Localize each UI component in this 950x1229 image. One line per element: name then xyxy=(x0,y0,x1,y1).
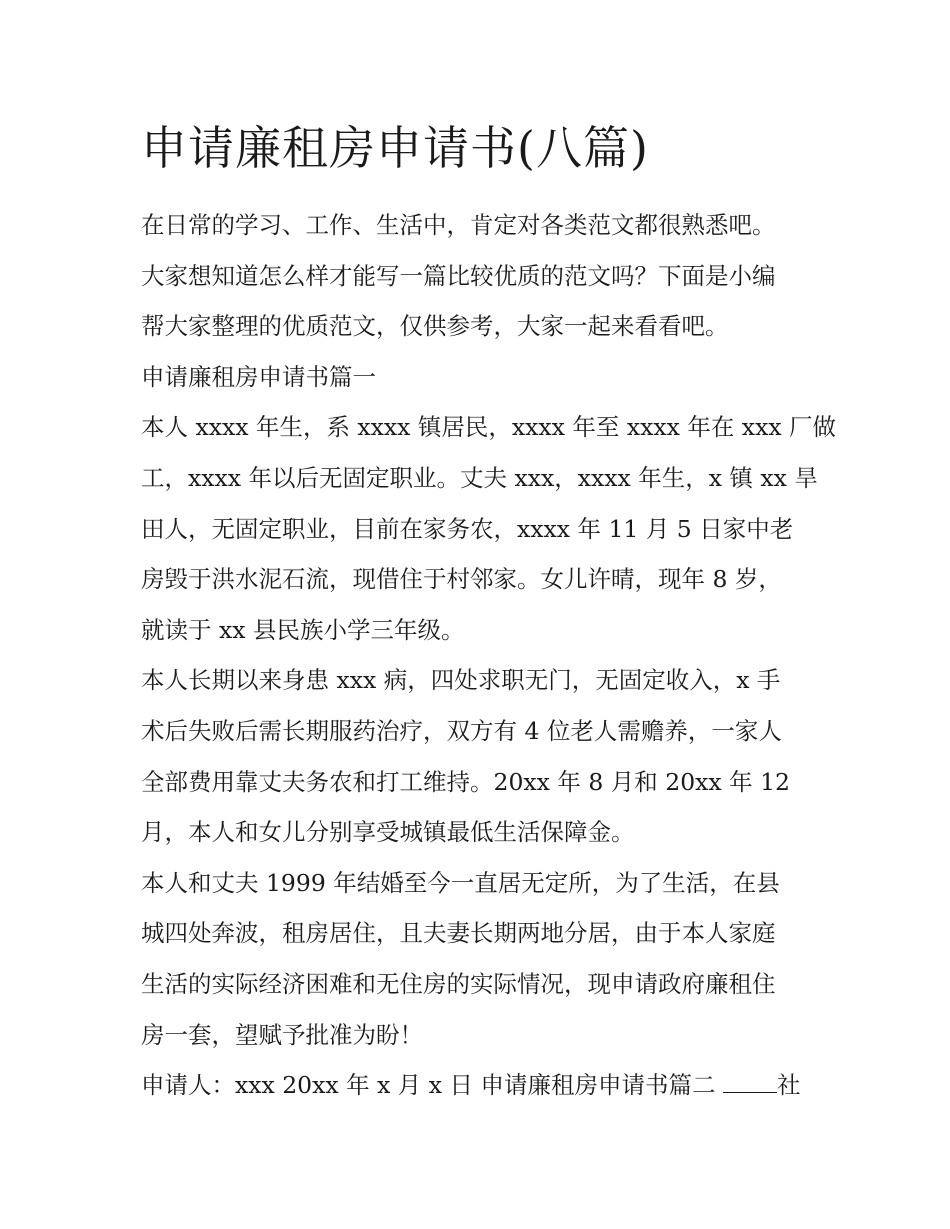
applicant-line xyxy=(141,1060,821,1111)
paragraph-2 xyxy=(141,655,821,857)
document-page xyxy=(141,118,837,1111)
para2-line-2: 术后失败后需长期服药治疗，双方有 4 位老人需赡养，一家人 xyxy=(141,716,782,745)
para1-line-1: 本人 xxxx 年生，系 xxxx 镇居民，xxxx 年至 xxxx 年在 xxx 厂做 xyxy=(141,413,837,442)
para3-line-1: 本人和丈夫 1999 年结婚至今一直居无定所，为了生活，在县 xyxy=(141,868,780,897)
para1-line-4: 房毁于洪水泥石流，现借住于村邻家。女儿许晴，现年 8 岁， xyxy=(141,565,782,594)
document-title: 申请廉租房申请书(八篇) xyxy=(141,121,649,175)
section1-heading: 申请廉租房申请书篇一 xyxy=(141,362,376,391)
intro-line-2: 大家想知道怎么样才能写一篇比较优质的范文吗？下面是小编 xyxy=(141,261,776,290)
para1-line-3: 田人，无固定职业，目前在家务农，xxxx 年 11 月 5 日家中老 xyxy=(141,514,794,543)
intro-line-1: 在日常的学习、工作、生活中，肯定对各类范文都很熟悉吧。 xyxy=(141,211,776,239)
para2-line-3: 全部费用靠丈夫务农和打工维持。20xx 年 8 月和 20xx 年 12 xyxy=(141,767,790,796)
paragraph-3 xyxy=(141,858,821,1060)
para3-line-3: 生活的实际经济困难和无住房的实际情况，现申请政府廉租住 xyxy=(141,969,776,998)
para2-line-1: 本人长期以来身患 xxx 病，四处求职无门，无固定收入，x 手 xyxy=(141,666,781,695)
para1-line-2: 工，xxxx 年以后无固定职业。丈夫 xxx，xxxx 年生，x 镇 xx 旱 xyxy=(141,463,818,492)
intro-paragraph xyxy=(141,200,821,352)
applicant-line-text: 申请人：xxx 20xx 年 x 月 x 日 申请廉租房申请书篇二 xyxy=(141,1071,723,1100)
para1-line-5: 就读于 xx 县民族小学三年级。 xyxy=(141,615,465,644)
section-heading xyxy=(141,352,821,403)
applicant-line-tail: 社 xyxy=(776,1071,801,1100)
para3-line-2: 城四处奔波，租房居住，且夫妻长期两地分居，由于本人家庭 xyxy=(141,919,776,948)
paragraph-1 xyxy=(141,402,837,655)
applicant-line-paragraph xyxy=(141,1060,821,1111)
para2-line-4: 月，本人和女儿分别享受城镇最低生活保障金。 xyxy=(141,818,635,847)
fill-in-blank xyxy=(723,1074,777,1093)
para3-line-4: 房一套，望赋予批准为盼！ xyxy=(141,1020,423,1049)
intro-line-3: 帮大家整理的优质范文，仅供参考，大家一起来看看吧。 xyxy=(141,312,729,341)
